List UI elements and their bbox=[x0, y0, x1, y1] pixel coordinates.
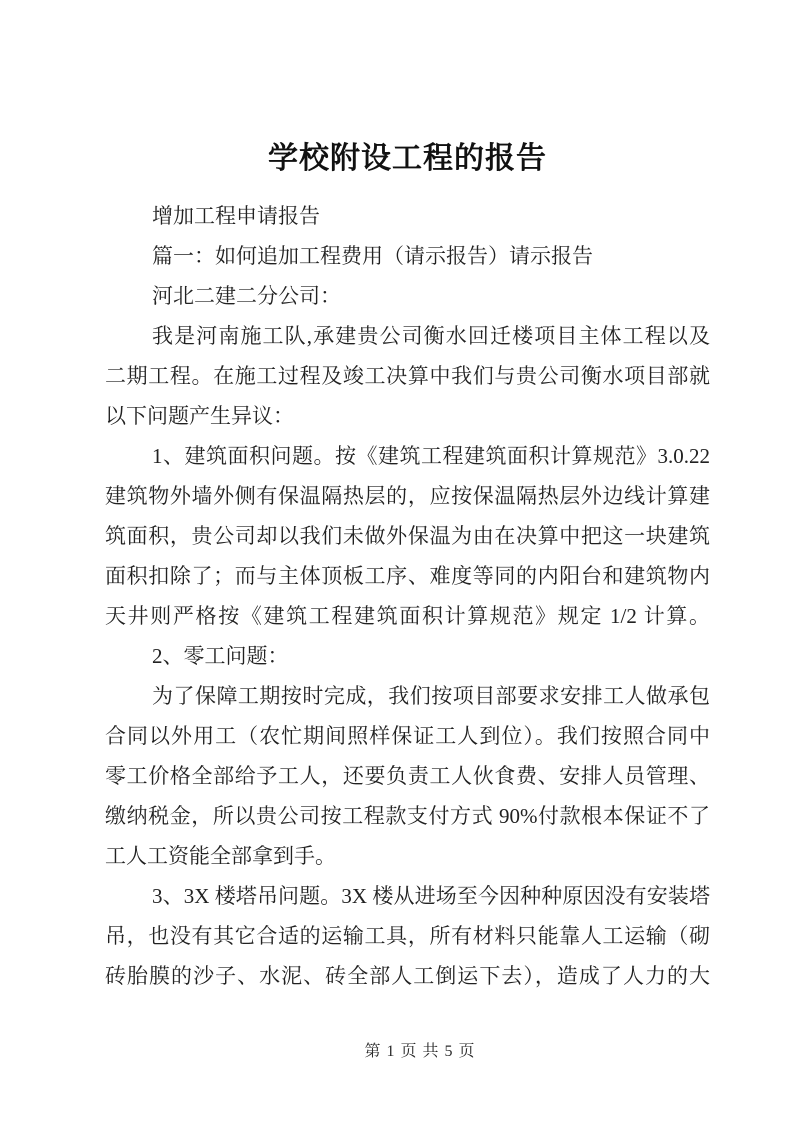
document-line: 以下问题产生异议： bbox=[105, 404, 294, 428]
document-line: 天井则严格按《建筑工程建筑面积计算规范》规定 1/2 计算。 bbox=[105, 604, 710, 628]
document-line: 零工价格全部给予工人，还要负责工人伙食费、安排人员管理、 bbox=[105, 764, 710, 788]
document-body bbox=[105, 196, 710, 996]
document-line: 工人工资能全部拿到手。 bbox=[105, 844, 336, 868]
document-line: 增加工程申请报告 bbox=[152, 204, 320, 228]
document-line: 缴纳税金，所以贵公司按工程款支付方式 90%付款根本保证不了 bbox=[105, 804, 710, 828]
document-line: 二期工程。在施工过程及竣工决算中我们与贵公司衡水项目部就 bbox=[105, 364, 710, 388]
document-line: 面积扣除了；而与主体顶板工序、难度等同的内阳台和建筑物内 bbox=[105, 564, 710, 588]
document-line: 砖胎膜的沙子、水泥、砖全部人工倒运下去），造成了人力的大 bbox=[105, 964, 710, 988]
document-line: 为了保障工期按时完成，我们按项目部要求安排工人做承包 bbox=[152, 684, 710, 708]
document-line: 吊，也没有其它合适的运输工具，所有材料只能靠人工运输（砌 bbox=[105, 924, 710, 948]
document-line: 筑面积，贵公司却以我们未做外保温为由在决算中把这一块建筑 bbox=[105, 524, 710, 548]
document-line: 篇一：如何追加工程费用（请示报告）请示报告 bbox=[152, 244, 593, 268]
document-line: 1、建筑面积问题。按《建筑工程建筑面积计算规范》3.0.22 bbox=[152, 444, 710, 468]
page-footer bbox=[0, 1038, 800, 1061]
document-title: 学校附设工程的报告 bbox=[268, 142, 547, 175]
document-line: 河北二建二分公司： bbox=[152, 284, 341, 308]
document-line: 我是河南施工队,承建贵公司衡水回迁楼项目主体工程以及 bbox=[152, 324, 710, 348]
document-line: 2、零工问题： bbox=[152, 644, 289, 668]
document-line: 建筑物外墙外侧有保温隔热层的，应按保温隔热层外边线计算建 bbox=[105, 484, 710, 508]
document-line: 合同以外用工（农忙期间照样保证工人到位）。我们按照合同中 bbox=[105, 724, 710, 748]
page-number-label: 第 1 页 共 5 页 bbox=[364, 1043, 476, 1060]
document-line: 3、3X 楼塔吊问题。3X 楼从进场至今因种种原因没有安装塔 bbox=[152, 884, 710, 908]
